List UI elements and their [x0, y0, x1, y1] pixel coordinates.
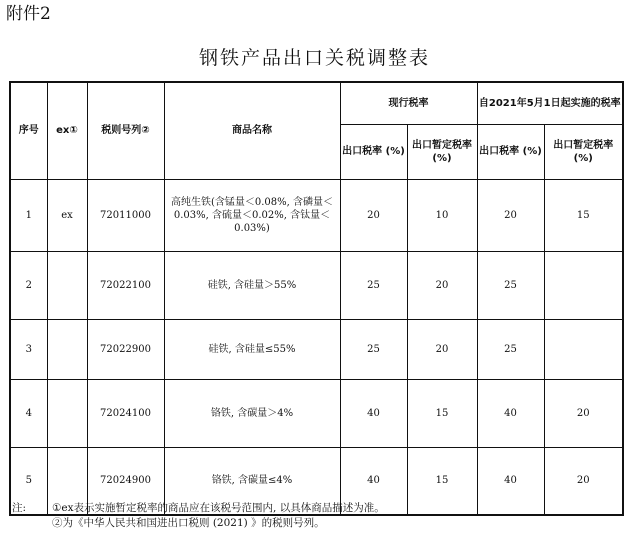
- table-row: [10, 251, 623, 319]
- header-ex: ex①: [47, 82, 87, 179]
- cell-current-export-rate: 20: [340, 179, 407, 251]
- cell-seq: 4: [10, 379, 47, 447]
- cell-product-name: 硅铁, 含硅量＞55%: [164, 251, 340, 319]
- header-current-rates: 现行税率: [340, 82, 477, 124]
- cell-tariff-no: 72011000: [87, 179, 164, 251]
- cell-ex: ex: [47, 179, 87, 251]
- cell-current-export-rate: 25: [340, 319, 407, 379]
- header-current-export-rate: 出口税率 (%): [340, 124, 407, 179]
- cell-current-provisional-rate: 15: [407, 447, 477, 515]
- cell-product-name: 硅铁, 含硅量≤55%: [164, 319, 340, 379]
- cell-new-export-rate: 40: [477, 379, 544, 447]
- cell-new-provisional-rate: [544, 319, 623, 379]
- cell-new-export-rate: 25: [477, 251, 544, 319]
- cell-product-name: 铬铁, 含碳量＞4%: [164, 379, 340, 447]
- cell-current-provisional-rate: 20: [407, 251, 477, 319]
- cell-current-export-rate: 25: [340, 251, 407, 319]
- cell-current-export-rate: 40: [340, 447, 407, 515]
- footnote-label: 注:: [12, 502, 27, 514]
- footnotes: [12, 501, 385, 531]
- attachment-label: 附件2: [6, 4, 51, 24]
- cell-new-provisional-rate: [544, 251, 623, 319]
- header-product-name: 商品名称: [164, 82, 340, 179]
- page-title: 钢铁产品出口关税调整表: [198, 47, 430, 69]
- cell-new-export-rate: 20: [477, 179, 544, 251]
- cell-seq: 1: [10, 179, 47, 251]
- cell-new-export-rate: 25: [477, 319, 544, 379]
- table-row: [10, 319, 623, 379]
- cell-tariff-no: 72022100: [87, 251, 164, 319]
- cell-tariff-no: 72022900: [87, 319, 164, 379]
- cell-new-provisional-rate: 15: [544, 179, 623, 251]
- table-row: [10, 179, 623, 251]
- tariff-table: [9, 81, 624, 516]
- header-row-1: [10, 82, 623, 124]
- footnote-1: [12, 501, 385, 516]
- cell-seq: 2: [10, 251, 47, 319]
- footnote-2-text: ②为《中华人民共和国进出口税则 (2021) 》的税则号列。: [52, 517, 325, 529]
- cell-current-provisional-rate: 15: [407, 379, 477, 447]
- cell-ex: [47, 319, 87, 379]
- cell-current-provisional-rate: 10: [407, 179, 477, 251]
- cell-new-export-rate: 40: [477, 447, 544, 515]
- header-current-provisional-rate: 出口暂定税率 (%): [407, 124, 477, 179]
- header-tariff-no: 税则号列②: [87, 82, 164, 179]
- table-row: [10, 379, 623, 447]
- cell-seq: 3: [10, 319, 47, 379]
- cell-tariff-no: 72024900: [87, 447, 164, 515]
- cell-new-provisional-rate: 20: [544, 447, 623, 515]
- footnote-1-text: ①ex表示实施暂定税率的商品应在该税号范围内, 以具体商品描述为准。: [52, 502, 385, 514]
- cell-new-provisional-rate: 20: [544, 379, 623, 447]
- header-new-rates: 自2021年5月1日起实施的税率: [477, 82, 623, 124]
- header-seq: 序号: [10, 82, 47, 179]
- cell-current-provisional-rate: 20: [407, 319, 477, 379]
- header-new-export-rate: 出口税率 (%): [477, 124, 544, 179]
- cell-ex: [47, 379, 87, 447]
- header-new-provisional-rate: 出口暂定税率 (%): [544, 124, 623, 179]
- footnote-2: [12, 516, 385, 531]
- cell-ex: [47, 251, 87, 319]
- cell-product-name: 高纯生铁(含锰量＜0.08%, 含磷量＜0.03%, 含硫量＜0.02%, 含钛量＜0.03%): [164, 179, 340, 251]
- cell-seq: 5: [10, 447, 47, 515]
- cell-product-name: 铬铁, 含碳量≤4%: [164, 447, 340, 515]
- cell-current-export-rate: 40: [340, 379, 407, 447]
- cell-tariff-no: 72024100: [87, 379, 164, 447]
